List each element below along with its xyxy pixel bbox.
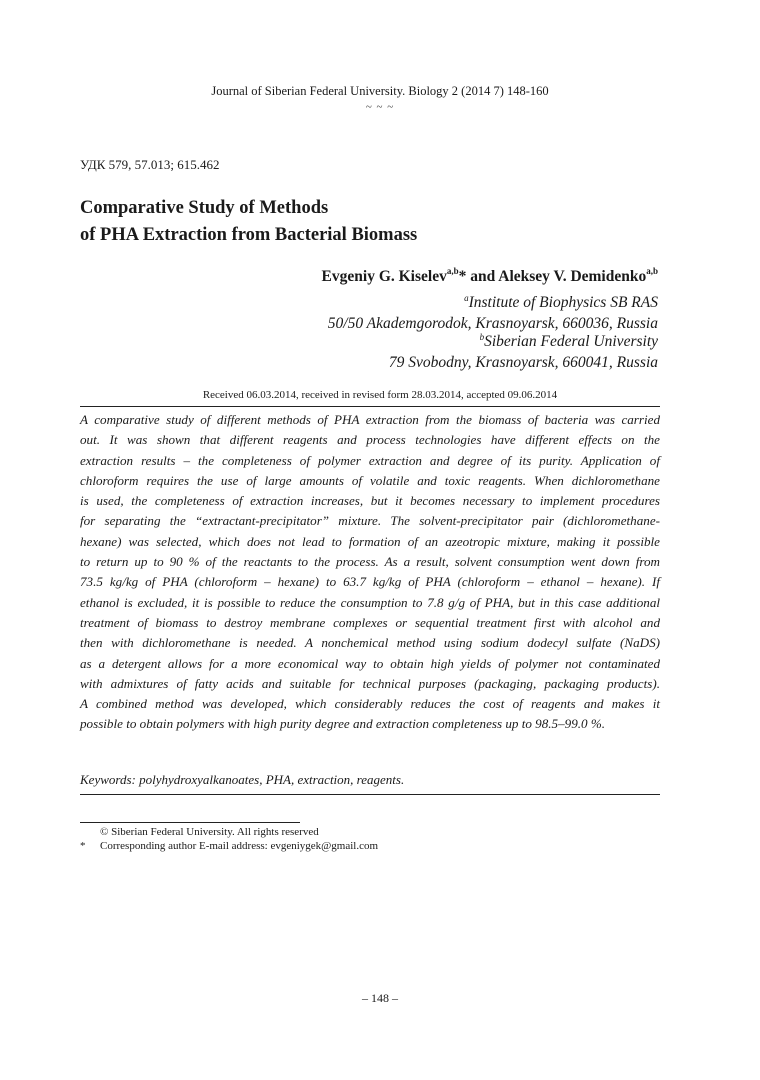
author-name: Aleksey V. Demidenko xyxy=(498,268,647,285)
abstract xyxy=(80,410,660,735)
affiliation-mark: b xyxy=(479,332,485,342)
title-line-2: of PHA Extraction from Bacterial Biomass xyxy=(80,225,418,245)
abstract-line: out. It was shown that different reagents and process technologies have different effects on the xyxy=(80,432,660,448)
footnote-star: * xyxy=(80,840,86,852)
abstract-line: treatment of biomass to destroy membrane complexes or sequential treatment first with alcohol and xyxy=(80,614,660,630)
footnote-corresponding xyxy=(80,840,378,852)
header-separator: ~ ~ ~ xyxy=(365,101,395,113)
abstract-line: A combined method was developed, which considerably reduces the cost of reagents and makes it xyxy=(80,696,660,712)
affiliation-institute: Institute of Biophysics SB RAS xyxy=(468,294,658,311)
author-list xyxy=(322,266,658,286)
affiliation-institute: Siberian Federal University xyxy=(484,333,658,350)
article-title xyxy=(80,195,417,249)
abstract-line: extraction results – the completeness of polymer extraction and degree of its purity. Application of xyxy=(80,452,660,468)
abstract-bottom-rule xyxy=(80,794,660,795)
affiliation-mark: a xyxy=(464,293,469,303)
abstract-line: ethanol is excluded, it is possible to reduce the consumption to 7.8 g/g of PHA, but in this case additional xyxy=(80,594,660,610)
abstract-line: 73.5 kg/kg of PHA (chloroform – hexane) to 63.7 kg/kg of PHA (chloroform – ethanol – hexane). If xyxy=(80,574,660,590)
affiliation-address: 79 Svobodny, Krasnoyarsk, 660041, Russia xyxy=(388,354,658,371)
author-affiliation-mark: a,b xyxy=(446,266,459,276)
affiliation-b xyxy=(389,327,658,373)
abstract-line: to return up to 90 % of the reactants to the process. As a result, solvent consumption went down from xyxy=(80,554,660,570)
journal-header: Journal of Siberian Federal University. Biology 2 (2014 7) 148-160 xyxy=(211,84,549,98)
affiliation-address: 50/50 Akademgorodok, Krasnoyarsk, 660036, Russia xyxy=(327,315,658,332)
author-name: Evgeniy G. Kiselev xyxy=(321,268,447,285)
author-affiliation-mark: a,b xyxy=(646,266,658,276)
footnote-copyright xyxy=(80,826,319,838)
abstract-line: for separating the “extractant-precipitator” mixture. The solvent-precipitator pair (dichloromethane- xyxy=(80,513,660,529)
abstract-line: hexane) was selected, which does not lead to formation of an azeotropic mixture, making it possible xyxy=(80,533,660,549)
udk-code: УДК 579, 57.013; 615.462 xyxy=(80,157,220,172)
abstract-line: possible to obtain polymers with high purity degree and extraction completeness up to 98.5–99.0 %. xyxy=(80,716,606,732)
abstract-top-rule xyxy=(80,406,660,407)
corresponding-mark: * xyxy=(458,268,467,285)
copyright-text: © Siberian Federal University. All rights reserved xyxy=(100,826,319,838)
received-dates: Received 06.03.2014, received in revised form 28.03.2014, accepted 09.06.2014 xyxy=(202,389,558,401)
abstract-line: then with dichloromethane is needed. A nonchemical method using sodium dodecyl sulfate (NaDS) xyxy=(80,635,660,651)
abstract-line: is used, the completeness of extraction increases, but it becomes necessary to implement procedures xyxy=(80,493,660,509)
page-number: – 148 – xyxy=(362,991,398,1005)
title-line-1: Comparative Study of Methods xyxy=(80,198,329,218)
footnote-rule xyxy=(80,822,300,823)
author-connector: and xyxy=(466,268,499,285)
abstract-line: as a detergent allows for a more economical way to obtain high yields of polymer not contaminated xyxy=(80,655,660,671)
corresponding-email-text: Corresponding author E-mail address: evgeniygek@gmail.com xyxy=(100,840,379,852)
abstract-line: with admixtures of fatty acids and suitable for technical purposes (packaging, packaging products). xyxy=(80,675,660,691)
abstract-line: A comparative study of different methods of PHA extraction from the biomass of bacteria was carried xyxy=(80,412,660,427)
keywords: Keywords: polyhydroxyalkanoates, PHA, extraction, reagents. xyxy=(80,772,405,787)
abstract-line: chloroform requires the use of large amounts of volatile and toxic reagents. When dichloromethane xyxy=(80,472,660,488)
